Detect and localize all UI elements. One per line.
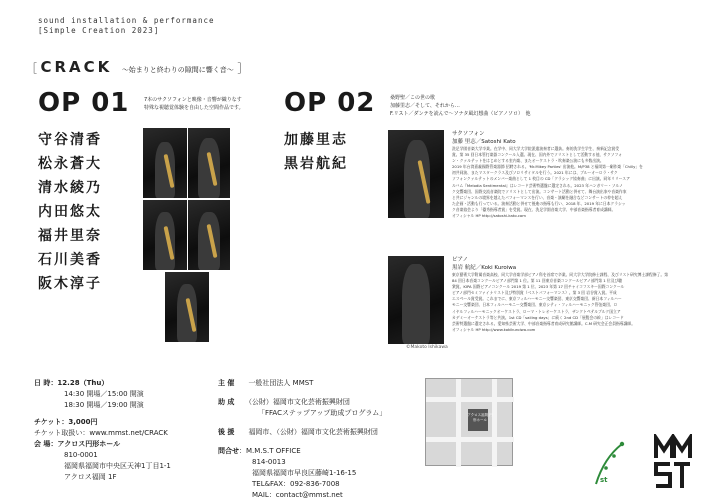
ticket-sales: チケット取扱い：www.mmst.net/CRACK [34, 429, 168, 437]
bio-line: 衆賞。KIPA 国際ピアノコンクール 2019 第 1 位、2023 年第 17 回チャイコフスキー国際コンクール [452, 284, 625, 290]
title-bracket-open: ［ [26, 62, 37, 75]
bio-line: カデミーオーケストラ等と共演。1st CD「sailing days」に続く 2nd CD「展覧会の絵」はレコード [452, 314, 624, 320]
performer-name: 石川美香 [38, 252, 102, 268]
saxophonist-photo [388, 130, 444, 218]
host-row [218, 378, 418, 389]
bio-name: 黒岩 航紀／Koki Kuroiwa [452, 265, 517, 271]
event-title [26, 58, 248, 76]
ticket-row [34, 417, 204, 428]
performer-name: 加藤里志 [284, 132, 348, 148]
bio-line: 洗足学園音楽大学卒業。在学中、同大学大学院派遣演奏者に選抜。奏的洗学生学生、奏新記念賞受 [452, 146, 620, 151]
bio-line: た企画・活動も行っている。演奏活動と併せて後進の指導も行い、2018 年、2019 年に日本クラシッ [452, 200, 626, 206]
bio-line: 初共同演、またマスタークラス及びソロリサイタルを行う。2021 年には、ブルーオーロラ・サク [452, 170, 618, 176]
performer-name: 阪木淳子 [38, 276, 102, 292]
title-main: CRACK [40, 58, 113, 76]
event-info [34, 378, 204, 483]
st-logo [592, 438, 632, 488]
contact-line: ：M.M.S.T OFFICE [239, 447, 301, 455]
venue-line: 福岡県福岡市中央区天神1丁目1-1 [64, 462, 171, 470]
performer-photo [143, 128, 187, 198]
grant-label: 助 成 [218, 398, 235, 406]
header-line2: [Simple Creation 2023] [38, 26, 160, 35]
op1-desc-line: 特殊な視聴覚体験を自由した空間作品です。 [144, 105, 244, 111]
date-value: ：12.28（Thu） [50, 379, 109, 387]
grant-row [218, 397, 418, 408]
performer-name: 松永蒼大 [38, 156, 102, 172]
bio-line: 芸術特選盤に選定される。愛知県芸術大学、中部音楽指導者育成研究館講師。C.M 研究会正会員指導講師。 [452, 320, 635, 326]
contact-line: 福岡県福岡市早良区藤崎1-16-15 [252, 469, 357, 477]
date-row [34, 378, 204, 389]
bio-line: オフィシャル HP http://www.kokikuroiwa.com [452, 326, 536, 332]
mmst-logo [652, 434, 692, 490]
bio-line: イヤルフィルハーモニックオーケストラ、ローマ・トレオーケストラ、ザンクトペテルブルク国立ア [452, 308, 621, 314]
op2-performers [284, 128, 348, 176]
op2-program [390, 94, 530, 118]
ticket-label: チケット [34, 418, 62, 426]
contact-label: 問合せ [218, 447, 239, 455]
pianist-photo [388, 256, 444, 344]
organizers [218, 378, 418, 501]
performer-name: 清水綾乃 [38, 180, 102, 196]
bio-line: ク交響楽団、国際交流音楽院でソリストとして出演。コンサート活動と併せて、舞台演出家や音楽作家 [452, 188, 627, 194]
bio-text [452, 146, 704, 219]
support-row [218, 427, 418, 438]
title-sub: ～始まりと終わりの隙間に響く音～ [121, 66, 234, 74]
venue-label: 会 場 [34, 440, 51, 448]
header-line1: sound installation & performance [38, 16, 215, 25]
bio-line: ルバム『Melodia Sentimental』はレコード芸術特選盤に選定される。2023 年ハンガリー・ソルノ [452, 182, 623, 188]
bio-line: モニー交響楽団、日本フィルハーモニー交響楽団、東京シティ・フィルハーモニック管弦楽団、ロ [452, 302, 618, 308]
venue-row [34, 439, 204, 450]
bio-instrument: サクソフォン [452, 131, 485, 137]
performer-name: 守谷清香 [38, 132, 102, 148]
time-slot: 14:30 開場／15:00 開演 [64, 390, 144, 398]
photo-credit: ©Makoto Ishikawa [406, 345, 448, 350]
time-slot: 18:30 開場／19:00 開演 [64, 401, 144, 409]
date-label: 日 時 [34, 379, 51, 387]
ticket-value: ：3,000円 [61, 418, 98, 426]
venue-value: ：アクロス円形ホール [50, 440, 121, 448]
map-label: アクロス福岡 円形ホール [467, 413, 493, 422]
bio-line: 東京藝術大学附属音楽高校、同大学音楽学部ピアノ科を首席で卒業。同大学大学院修士課程、及びリスト研究博士課程修了。第 [452, 272, 669, 277]
bio-name: 加藤 里志／Satoshi Kato [452, 139, 516, 145]
bio-piano [452, 256, 704, 333]
bio-line: ク音楽協会より「優秀指導者賞」を受賞。現在、洗足学園音楽大学、中部音楽指導者育成講師。 [452, 206, 616, 212]
st-logo-text: st [600, 476, 608, 484]
contact-line: TEL&FAX：092-836-7008 [252, 480, 340, 488]
performer-name: 内田悠太 [38, 204, 102, 220]
host-label: 主 催 [218, 379, 235, 387]
support-label: 後 援 [218, 428, 235, 436]
op1-label: OP 01 [38, 88, 130, 118]
performer-photo [165, 272, 209, 342]
program-item: 加藤里志／そして、それから… [390, 103, 460, 109]
venue-line: 810-0001 [64, 451, 98, 459]
performer-name: 福井里奈 [38, 228, 102, 244]
bio-line: エスペール賞受賞。これまでに、東京フィルハーモニー交響楽団、東京交響楽団、新日本フィルハー [452, 296, 622, 302]
series-header [38, 16, 215, 36]
bio-saxophone [452, 130, 704, 219]
program-item: 桑野聖／この世の歌 [390, 95, 436, 101]
op1-performers [38, 128, 102, 296]
contact-row [218, 446, 418, 457]
bio-line: ピアノ部門セミファイナリスト及び特別賞（ベストパフォーマンス）。第 3 回 岩谷賞入賞。平成 [452, 290, 617, 296]
venue-line: アクロス福岡 1F [64, 473, 117, 481]
performer-name: 黒岩航紀 [284, 156, 348, 172]
host-value: 一般社団法人 MMST [248, 379, 314, 387]
performer-photo [143, 200, 187, 270]
program-item: F.リスト／ダンテを読んで～ソナタ風幻想曲（ピアノソロ） 他 [390, 111, 531, 117]
contact-line: 814-0013 [252, 458, 286, 466]
bio-line: 2019 年台湾嘉義國際管楽器節 招聘される。'Mr.Mikey Parties' 出演他。M/P38 と福岡第一劇作楽「Chilly」を [452, 164, 643, 170]
support-value: 福岡市、（公財）福岡市文化芸術振興財団 [248, 428, 378, 436]
contact-line: MAIL：contact@mmst.net [252, 491, 343, 499]
grant-program: 「FFACステップアップ助成プログラム」 [258, 409, 387, 417]
op2-label: OP 02 [284, 88, 376, 118]
grant-value: （公財）福岡市文化芸術振興財団 [248, 398, 350, 406]
op1-description [144, 96, 244, 112]
performer-photo [188, 128, 230, 198]
bio-text [452, 272, 704, 333]
bio-line: オフィシャル HP http://satoshi-kato.com [452, 213, 526, 219]
bio-instrument: ピアノ [452, 257, 469, 263]
bio-line: ン・クァルテットをはじめとする室内楽、またオーケストラ・吹奏楽公演にも多数出演。 [452, 158, 604, 164]
bio-line: と共にジャンルの境界を越えたパフォーマンスを行い、音楽・演劇を融合などコンサートの枠を超え [452, 194, 623, 200]
performer-photo [188, 200, 230, 270]
bio-line: ソフォンクァルテットのメンバー楽曲として 1 枚目の CD「クラシック協奏曲」に出演。同年リリースア [452, 176, 630, 182]
venue-map [425, 378, 513, 466]
bio-line: 84 回日本音楽コンクールピアノ部門第 1 位。第 11 回東京音楽コンクールピアノ部門第 1 位及び聴 [452, 278, 623, 284]
bio-line: 賞。第 35 回日本管打楽器コンクール入選。現在、国内外でソリストとして活動する他、サクソフォ [452, 152, 622, 158]
op1-desc-line: 7本のサクソフォンと映像・音響が織りなす [144, 97, 242, 103]
title-bracket-close: ］ [237, 62, 249, 75]
